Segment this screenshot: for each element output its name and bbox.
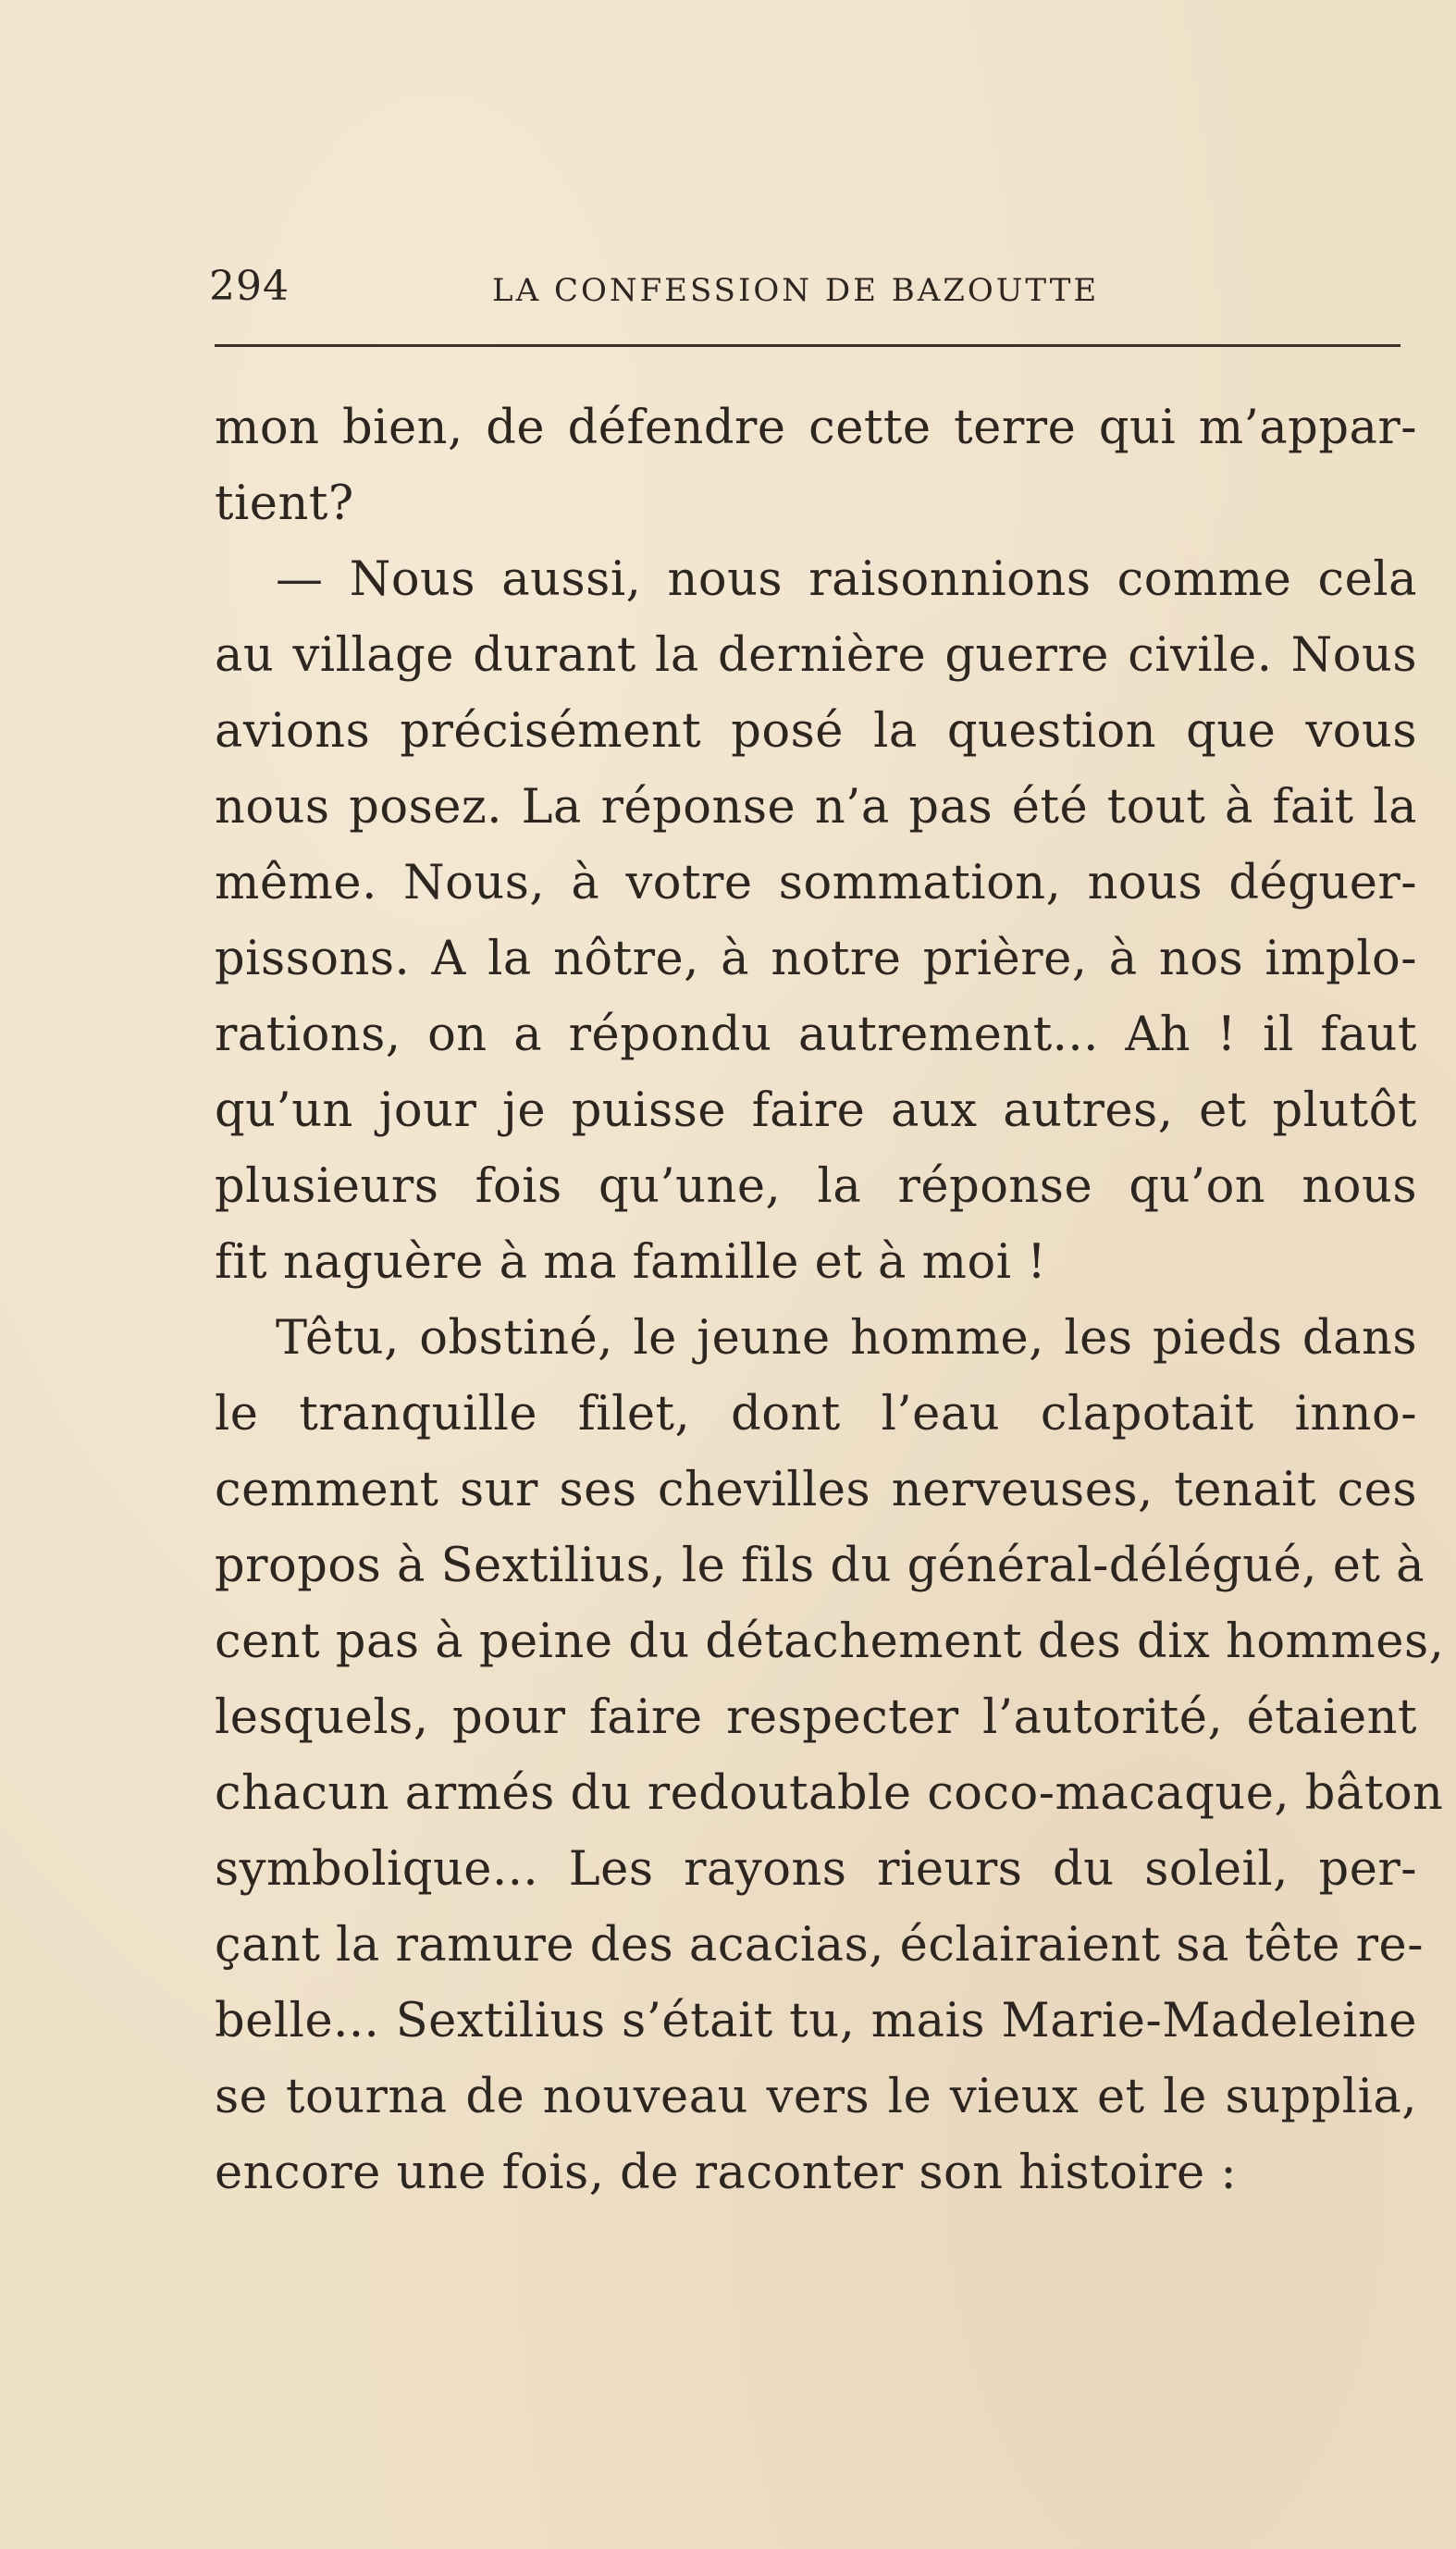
- header-rule: [215, 344, 1400, 347]
- text-line: lesquels, pour faire respecter l’autorité, étaient: [215, 1690, 1417, 1745]
- text-line: propos à Sextilius, le fils du général-délégué, et à: [215, 1539, 1425, 1593]
- text-line: çant la ramure des acacias, éclairaient sa tête re-: [215, 1918, 1424, 1973]
- text-line: mon bien, de défendre cette terre qui m’appar-: [215, 401, 1417, 455]
- text-line: tient?: [215, 476, 354, 531]
- text-line: plusieurs fois qu’une, la réponse qu’on nous: [215, 1159, 1417, 1214]
- text-line: nous posez. La réponse n’a pas été tout à fait la: [215, 780, 1417, 835]
- text-line: chacun armés du redoutable coco-macaque, bâton: [215, 1766, 1444, 1821]
- running-title: LA CONFESSION DE BAZOUTTE: [492, 272, 1100, 309]
- text-line: fit naguère à ma famille et à moi !: [215, 1235, 1047, 1290]
- text-line: Têtu, obstiné, le jeune homme, les pieds dans: [276, 1311, 1417, 1366]
- text-line: même. Nous, à votre sommation, nous déguer-: [215, 856, 1417, 910]
- text-line: cemment sur ses chevilles nerveuses, tenait ces: [215, 1463, 1417, 1517]
- text-line: au village durant la dernière guerre civile. Nous: [215, 628, 1417, 683]
- text-line: — Nous aussi, nous raisonnions comme cela: [276, 552, 1417, 607]
- page-number: 294: [209, 263, 290, 310]
- text-line: se tourna de nouveau vers le vieux et le supplia,: [215, 2070, 1417, 2124]
- text-line: cent pas à peine du détachement des dix hommes,: [215, 1615, 1445, 1669]
- text-line: symbolique... Les rayons rieurs du soleil, per-: [215, 1842, 1417, 1897]
- body-text: [215, 390, 1445, 2211]
- text-line: qu’un jour je puisse faire aux autres, et plutôt: [215, 1083, 1417, 1138]
- text-line: rations, on a répondu autrement... Ah ! il faut: [215, 1008, 1417, 1062]
- text-line: le tranquille filet, dont l’eau clapotait inno-: [215, 1387, 1417, 1442]
- text-line: belle... Sextilius s’était tu, mais Marie-Madeleine: [215, 1994, 1417, 2048]
- text-line: avions précisément posé la question que vous: [215, 704, 1417, 759]
- text-line: pissons. A la nôtre, à notre prière, à nos implo-: [215, 932, 1417, 986]
- text-line: encore une fois, de raconter son histoire :: [215, 2146, 1238, 2200]
- page-header: [209, 259, 1402, 315]
